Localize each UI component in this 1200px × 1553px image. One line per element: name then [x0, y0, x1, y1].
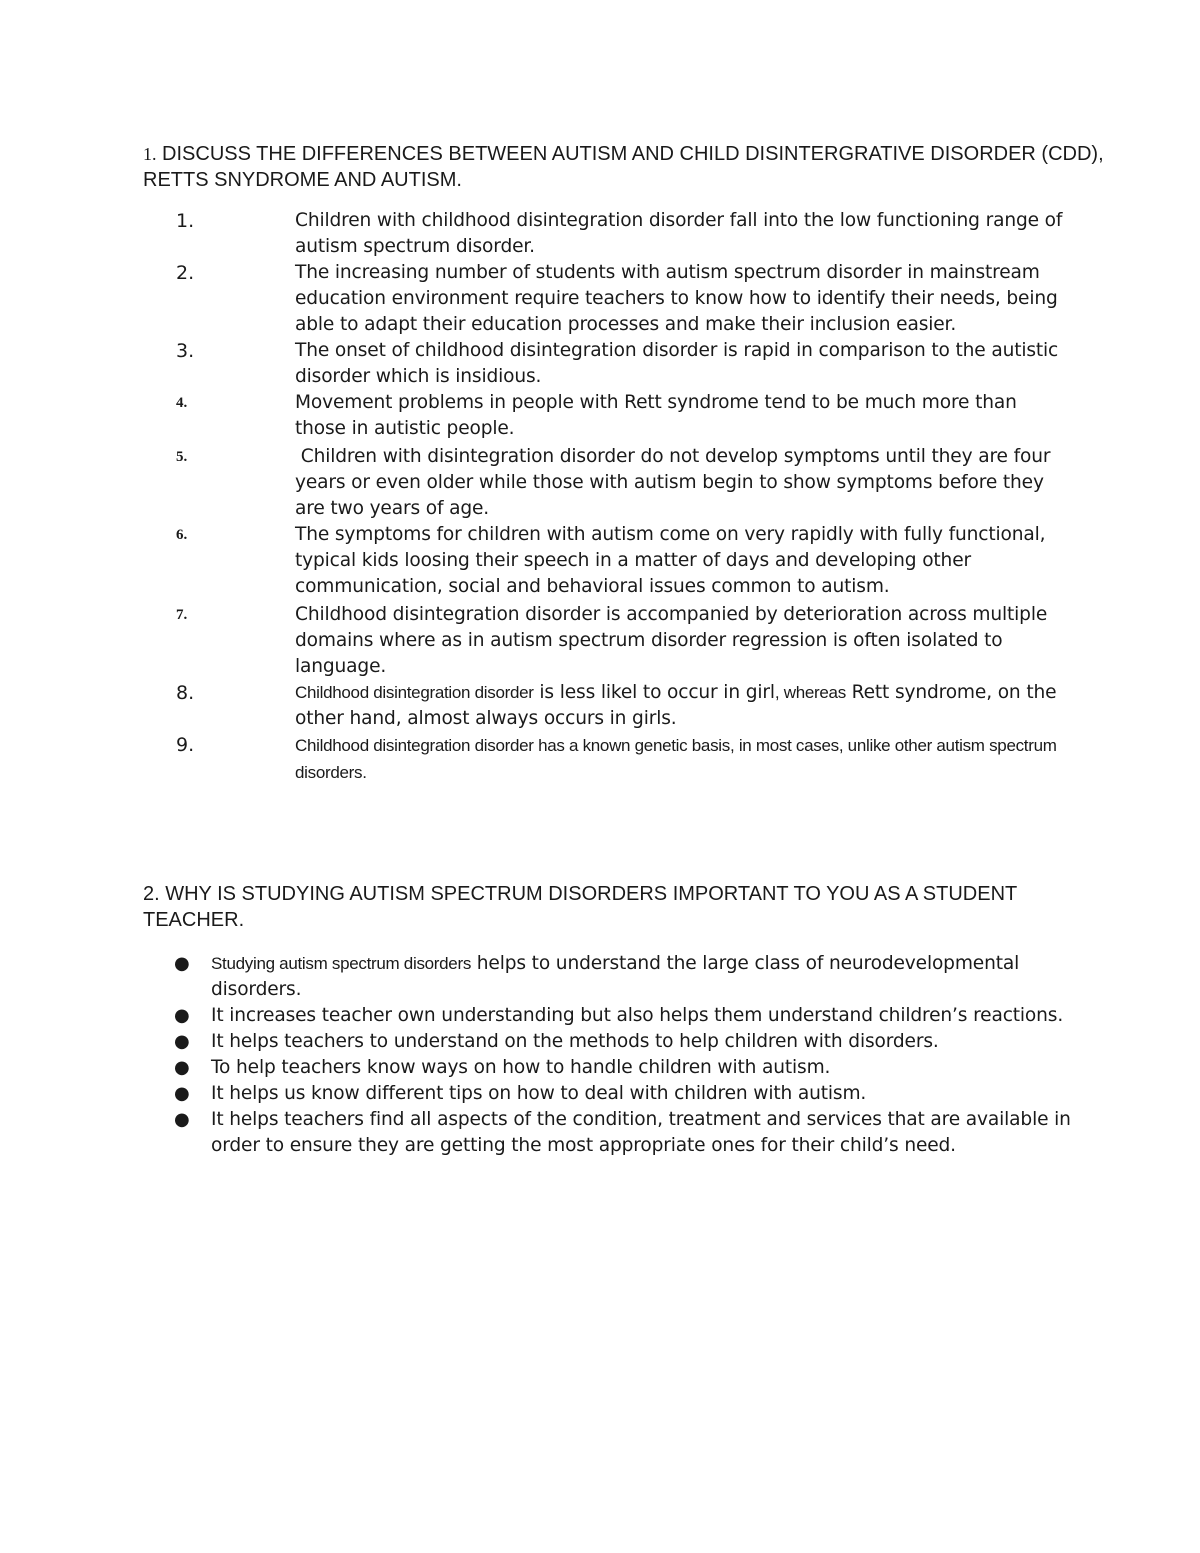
list-item-text-part: , whereas: [774, 683, 846, 702]
list-item: [0, 602, 1200, 680]
list-item: [0, 522, 1200, 600]
list-number: 3.: [176, 340, 195, 362]
list-item-text: [295, 680, 1070, 732]
list-item-text: Childhood disintegration disorder is accompanied by deterioration across multiple domains where as in autism spectrum disorder regression is often isolated to language.: [295, 604, 1048, 677]
list-item-text: Children with childhood disintegration disorder fall into the low functioning range of autism spectrum disorder.: [295, 210, 1063, 257]
list-number: 5.: [176, 449, 188, 465]
list-item: [0, 680, 1200, 732]
list-item: [0, 1003, 1200, 1029]
list-item: [0, 1029, 1200, 1055]
list-number: 6.: [176, 527, 188, 543]
list-number: 9.: [176, 734, 195, 756]
list-item-text: It helps us know different tips on how to deal with children with autism.: [211, 1083, 867, 1104]
list-item-text: Movement problems in people with Rett syndrome tend to be much more than those in autistic people.: [295, 392, 1017, 439]
bullet-icon: ●: [174, 1031, 190, 1052]
section-1-number: 1.: [143, 144, 157, 164]
bullet-icon: ●: [174, 953, 190, 974]
list-number: 7.: [176, 607, 188, 623]
list-item: [0, 260, 1200, 338]
list-item: [0, 338, 1200, 390]
list-item: [0, 208, 1200, 260]
list-item-text-part: helps to understand the large class of neurodevelopmental disorders.: [211, 953, 1020, 1000]
list-item-text: Childhood disintegration disorder has a known genetic basis, in most cases, unlike other autism spectrum disorders.: [295, 736, 1057, 782]
list-item-text: It increases teacher own understanding but also helps them understand children’s reactions.: [211, 1005, 1064, 1026]
list-item-text: The increasing number of students with autism spectrum disorder in mainstream education environment require teachers to know how to identify their needs, being able to adapt their education processes and make their inclusion easier.: [295, 262, 1058, 335]
list-item-text: It helps teachers to understand on the methods to help children with disorders.: [211, 1031, 939, 1052]
list-item: [0, 1055, 1200, 1081]
bullet-icon: ●: [174, 1109, 190, 1130]
list-item-text-part: Rett syndrome, on the other hand, almost always occurs in girls.: [295, 682, 1057, 729]
list-item: [0, 732, 1200, 786]
list-item: [0, 1107, 1200, 1159]
bullet-icon: ●: [174, 1083, 190, 1104]
list-item-text: Children with disintegration disorder do not develop symptoms until they are four years or even older while those with autism begin to show symptoms before they are two years of age.: [295, 446, 1057, 519]
list-item-text: The symptoms for children with autism come on very rapidly with fully functional, typical kids loosing their speech in a matter of days and developing other communication, social and behavioral issues common to autism.: [295, 524, 1057, 597]
section-2-heading: 2. WHY IS STUDYING AUTISM SPECTRUM DISORDERS IMPORTANT TO YOU AS A STUDENT TEACHER.: [143, 883, 1017, 931]
list-item-text: [211, 951, 1071, 1003]
differences-list: [0, 208, 1200, 786]
list-item: [0, 951, 1200, 1003]
list-item: [0, 1081, 1200, 1107]
list-item-text: It helps teachers find all aspects of the condition, treatment and services that are available in order to ensure they are getting the most appropriate ones for their child’s need.: [211, 1109, 1071, 1156]
list-item-text: To help teachers know ways on how to handle children with autism.: [211, 1057, 831, 1078]
list-number: 8.: [176, 682, 195, 704]
list-item-text: The onset of childhood disintegration disorder is rapid in comparison to the autistic disorder which is insidious.: [295, 340, 1059, 387]
section-1-heading-text: DISCUSS THE DIFFERENCES BETWEEN AUTISM AND CHILD DISINTERGRATIVE DISORDER (CDD), RETTS SNYDROME AND AUTISM.: [143, 143, 1104, 191]
list-item: [0, 444, 1200, 522]
list-item-text-part: is less likel to occur in girl: [533, 682, 775, 703]
list-number: 2.: [176, 262, 195, 284]
list-item-text-part: Studying autism spectrum disorders: [211, 954, 472, 973]
section-1-heading: [143, 141, 1123, 193]
list-number: 4.: [176, 395, 188, 411]
list-item-text-part: Childhood disintegration disorder: [295, 683, 534, 702]
bullet-icon: ●: [174, 1057, 190, 1078]
bullet-icon: ●: [174, 1005, 190, 1026]
importance-list: [0, 951, 1200, 1159]
list-item: [0, 390, 1200, 442]
list-number: 1.: [176, 210, 195, 232]
